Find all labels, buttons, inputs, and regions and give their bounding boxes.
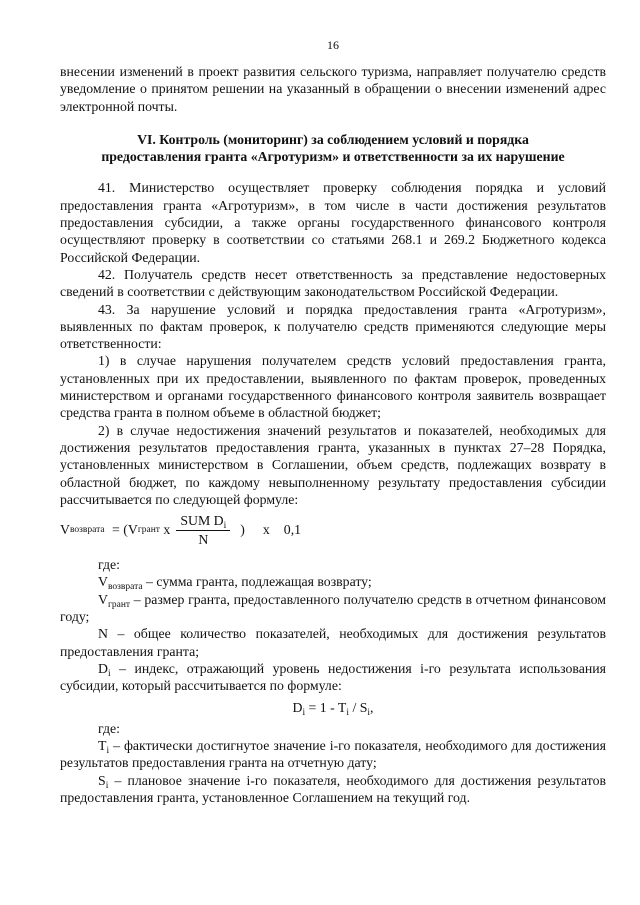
- formula-numerator: [176, 513, 230, 531]
- numerator-text: SUM D: [180, 512, 224, 528]
- heading-line-2: предоставления гранта «Агротуризм» и ответственности за их нарушение: [101, 149, 565, 165]
- where-label-2: где:: [98, 720, 120, 736]
- index-formula: [60, 699, 606, 716]
- f2-d: D: [292, 699, 303, 715]
- f2-slash: / S: [349, 699, 368, 715]
- f2-mid: = 1 - T: [305, 699, 347, 715]
- formula-denominator: N: [198, 531, 209, 547]
- formula-v: V: [60, 522, 70, 538]
- section-heading: [60, 131, 606, 166]
- def-t-text: – фактически достигнутое значение i-го показателя, необходимого для достижения результатов предоставления гранта на отчетную дату;: [60, 738, 606, 771]
- def-v-text: – сумма гранта, подлежащая возврату;: [142, 574, 372, 590]
- f2-end: ,: [370, 699, 374, 715]
- heading-line-1: VI. Контроль (мониторинг) за соблюдением условий и порядка: [137, 131, 529, 147]
- f2-d-sub: i: [302, 707, 306, 718]
- definition-t: [60, 737, 606, 772]
- def-vg-text: – размер гранта, предоставленного получателю средств в отчетном финансовом году;: [60, 591, 606, 625]
- def-s-sub: i: [105, 780, 109, 791]
- definition-d: [60, 660, 606, 695]
- def-d-text: – индекс, отражающий уровень недостижения i-го результата использования субсидии, который рассчитывается по формуле:: [60, 660, 606, 694]
- def-vg-sub: грант: [107, 599, 131, 610]
- paragraph-41: 41. Министерство осуществляет проверку соблюдения порядка и условий предоставления гранта «Агротуризм», в том числе в части достижения результатов предоставления субсидии, а также органы государственного финансового контроля осуществляют проверку в соответствии со статьями 268.1 и 269.2 Бюджетного кодекса Российской Федерации.: [60, 180, 606, 265]
- def-v-symbol: V: [98, 574, 108, 590]
- definition-v-refund: [60, 573, 606, 593]
- formula-coef: 0,1: [283, 522, 302, 538]
- paragraph-42: 42. Получатель средств несет ответственность за представление недостоверных сведений в соответствии с действующим законодательством Российской Федерации.: [60, 266, 606, 300]
- f2-s-sub: i: [367, 707, 371, 718]
- paragraph-43-item-2: 2) в случае недостижения значений результатов и показателей, необходимых для достижения результатов предоставления гранта, указанных в пунктах 27–28 Порядка, установленных министерством в Соглашении, объем средств, подлежащих возврату в областной бюджет, по каждому невыполненному результату предоставления субсидии рассчитывается по следующей формуле:: [60, 422, 606, 507]
- definition-s: [60, 772, 606, 807]
- def-t-symbol: T: [98, 738, 107, 754]
- f2-t-sub: i: [346, 707, 349, 718]
- intro-paragraph: внесении изменений в проект развития сельского туризма, направляет получателю средств уведомление о принятом решении на указанный в обращении о внесении изменений адрес электронной почты.: [60, 64, 606, 114]
- definition-n: N – общее количество показателей, необходимых для достижения результатов предоставления гранта;: [60, 626, 606, 659]
- formula-times-2: x: [262, 522, 270, 538]
- def-t-sub: i: [106, 746, 110, 757]
- refund-formula: V возврата = (V грант x $\frac{SUM D_i}{N}$ ) x 0,1: [60, 512, 302, 547]
- def-d-sub: i: [107, 668, 111, 679]
- definition-v-grant: [60, 591, 606, 626]
- def-s-text: – плановое значение i-го показателя, необходимого для достижения результатов предоставления гранта, установленное Соглашением на текущий год.: [60, 772, 606, 805]
- numerator-sub: i: [223, 520, 227, 531]
- formula-eq-open: = (V: [108, 522, 138, 538]
- page-number: 16: [327, 38, 339, 52]
- formula-times-1: x: [159, 522, 171, 538]
- where-label-1: где:: [98, 557, 120, 573]
- def-v-sub: возврата: [107, 582, 143, 593]
- def-s-symbol: S: [98, 772, 106, 788]
- paragraph-43: 43. За нарушение условий и порядка предоставления гранта «Агротуризм», выявленных по фактам проверок, к получателю средств применяются следующие меры ответственности:: [60, 301, 606, 352]
- formula-fraction: [176, 513, 230, 548]
- paragraph-43-item-1: 1) в случае нарушения получателем средств условий предоставления гранта, установленных при их предоставлении, выявленного по фактам проверок, проведенных министерством и органами государственного финансового контроля заявитель возвращает средства гранта в полном объеме в областной бюджет;: [60, 353, 606, 421]
- def-d-symbol: D: [98, 660, 108, 676]
- def-vg-symbol: V: [98, 591, 108, 607]
- formula-close: ): [240, 522, 245, 538]
